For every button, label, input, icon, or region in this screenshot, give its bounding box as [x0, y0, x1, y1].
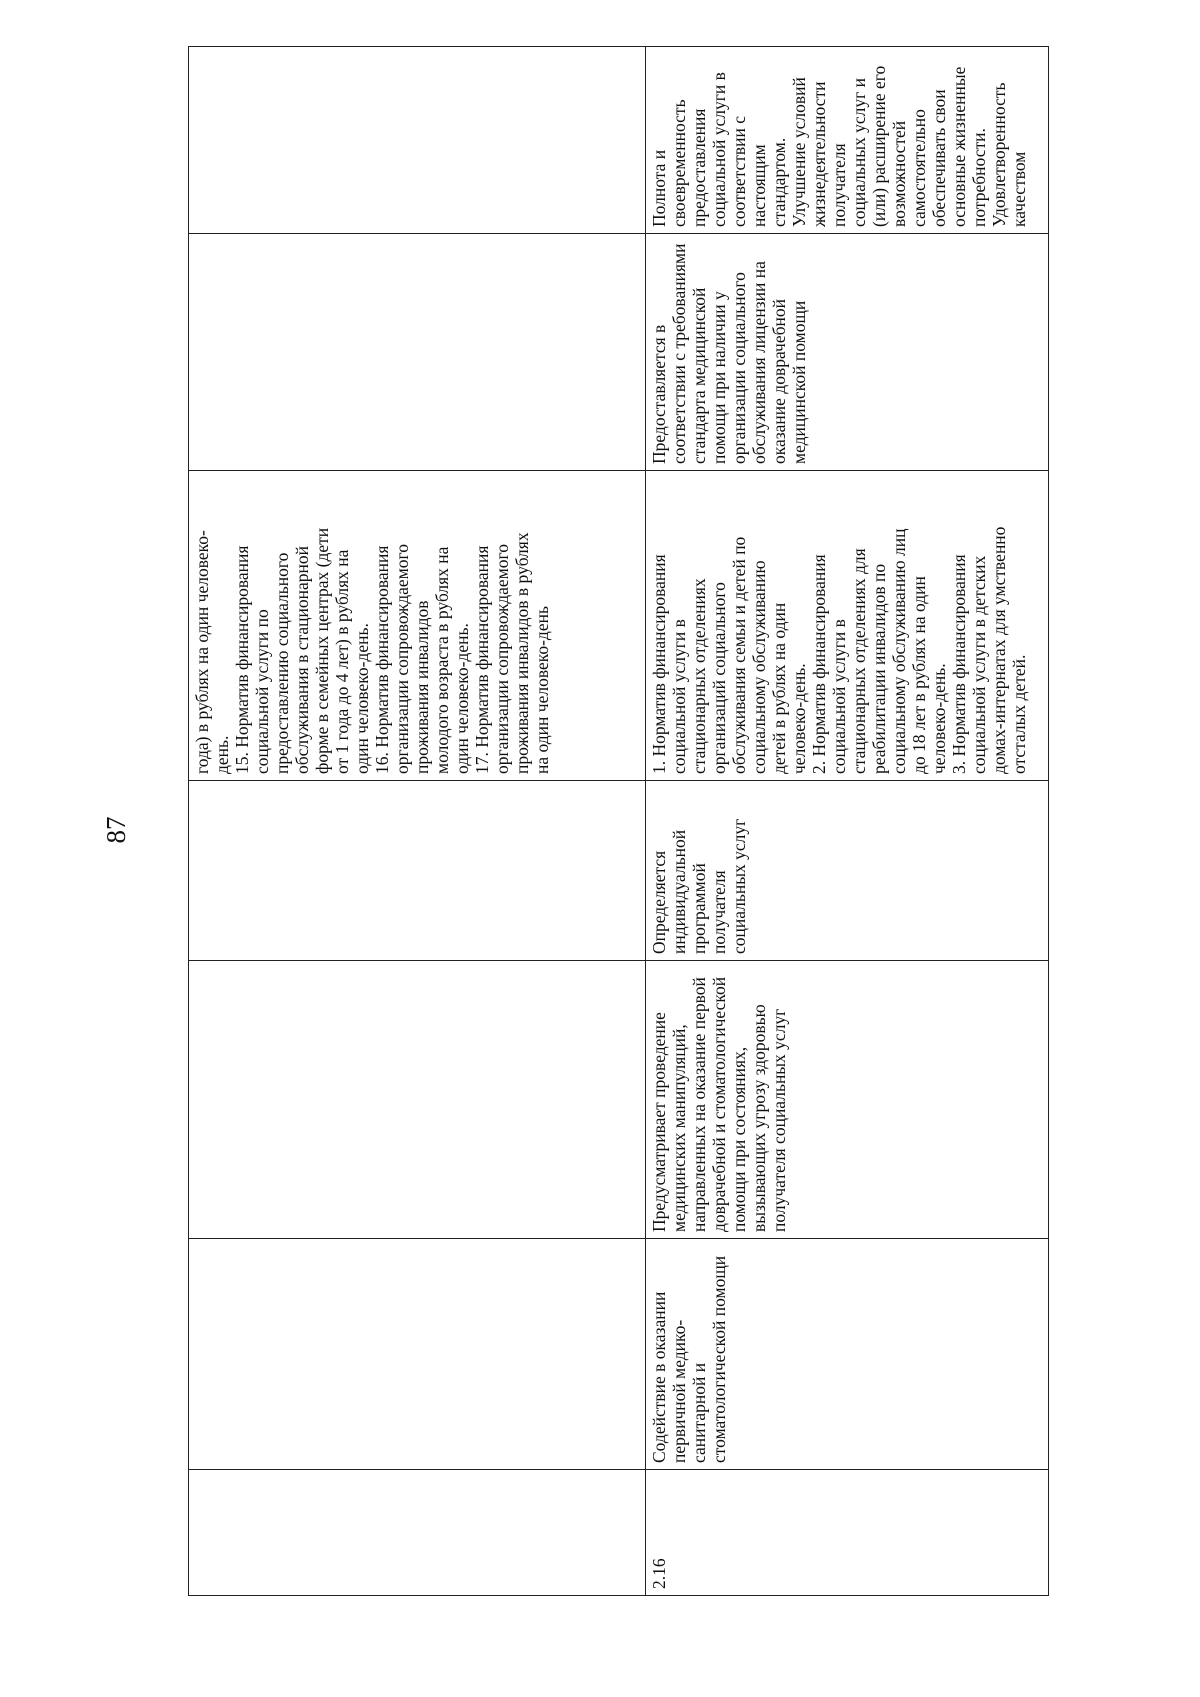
norm-financing-line: социальной услуги в [669, 619, 689, 774]
norm-continuation-line: проживания инвалидов в рублях [512, 532, 532, 774]
cell-empty [189, 961, 646, 1239]
norm-financing-line: социальной услуги в детских [969, 555, 989, 774]
norm-financing-line: детей в рублях на один [769, 602, 789, 774]
services-table [188, 46, 1049, 1596]
cell-empty [189, 47, 646, 234]
norm-financing-line: отсталых детей. [1009, 654, 1029, 774]
norm-financing-line: социальной услуги в [829, 619, 849, 774]
service-volume: Определяется индивидуальной программой получателя социальных услуг [646, 781, 1049, 961]
cell-norm-continuation [189, 471, 646, 781]
norm-continuation-line: предоставлению социального [272, 552, 292, 774]
norm-continuation-line: один человеко-день. [452, 623, 472, 774]
norm-continuation-line: один человеко-день. [352, 623, 372, 774]
table-row-2-16 [646, 47, 1049, 1596]
norm-financing-line: человеко-день. [929, 663, 949, 774]
norm-financing-line: до 18 лет в рублях на один [909, 576, 929, 774]
norm-financing-line: домах-интернатах для умственно [989, 526, 1009, 774]
norm-continuation-line: от 1 года до 4 лет) в рублях на [332, 549, 352, 774]
norm-continuation-text [192, 477, 552, 774]
norm-financing-line: организаций социального [709, 582, 729, 774]
norm-financing-line: обслуживания семьи и детей по [729, 536, 749, 774]
norm-continuation-line: форме в семейных центрах (дети [312, 527, 332, 774]
norm-continuation-line: социальной услуги по [252, 609, 272, 774]
quality-indicators: Полнота и своевременность предоставления социальной услуги в соответствии с настоящим стандартом. Улучшение условий жизнедеятельности получателя социальных услуг и (или) расширение его возможностей самостоятельно обеспечивать свои основные жизненные потребности. Удовлетворенность качеством [646, 47, 1049, 234]
cell-empty [189, 1470, 646, 1596]
norm-financing-line: реабилитации инвалидов по [869, 563, 889, 774]
row-number: 2.16 [646, 1470, 1049, 1596]
norm-financing-line: социальному обслуживанию [749, 560, 769, 774]
norm-continuation-line: года) в рублях на один человеко- [192, 530, 212, 774]
norm-financing-line: социальному обслуживанию лиц [889, 528, 909, 774]
norm-continuation-line: 17. Норматив финансирования [472, 545, 492, 774]
norm-continuation-line: организации сопровождаемого [492, 543, 512, 774]
norm-continuation-line: организации сопровождаемого [392, 543, 412, 774]
cell-empty [189, 234, 646, 471]
norm-continuation-line: молодого возраста в рублях на [432, 546, 452, 774]
norm-financing-line: стационарных отделениях для [849, 548, 869, 774]
cell-norm-2-16 [646, 471, 1049, 781]
norm-continuation-line: на один человеко-день [532, 606, 552, 774]
norm-financing-line: 3. Норматив финансирования [949, 554, 969, 774]
norm-continuation-line: 16. Норматив финансирования [372, 545, 392, 774]
service-description: Предусматривает проведение медицинских манипуляций, направленных на оказание первой доврачебной и стоматологической помощи при состояниях, вызывающих угрозу здоровью получателя социальных услуг [646, 961, 1049, 1239]
norm-continuation-line: обслуживания в стационарной [292, 546, 312, 774]
norm-financing-line: человеко-день. [789, 663, 809, 774]
norm-financing-line: 2. Норматив финансирования [809, 554, 829, 774]
service-conditions: Предоставляется в соответствии с требованиями стандарта медицинской помощи при наличии у организации социального обслуживания лицензии на оказание доврачебной медицинской помощи [646, 234, 1049, 471]
service-name: Содействие в оказании первичной медико-санитарной и стоматологической помощи [646, 1239, 1049, 1470]
rotated-table-wrapper [188, 47, 1048, 1596]
norm-financing-line: 1. Норматив финансирования [649, 554, 669, 774]
table-row-continuation [189, 47, 646, 1596]
cell-empty [189, 781, 646, 961]
norm-financing-line: стационарных отделениях [689, 578, 709, 774]
norm-continuation-line: 15. Норматив финансирования [232, 545, 252, 774]
norm-financing-text [649, 477, 1029, 774]
cell-empty [189, 1239, 646, 1470]
page-number: 87 [101, 816, 131, 844]
norm-continuation-line: день. [212, 735, 232, 774]
norm-continuation-line: проживания инвалидов [412, 600, 432, 774]
